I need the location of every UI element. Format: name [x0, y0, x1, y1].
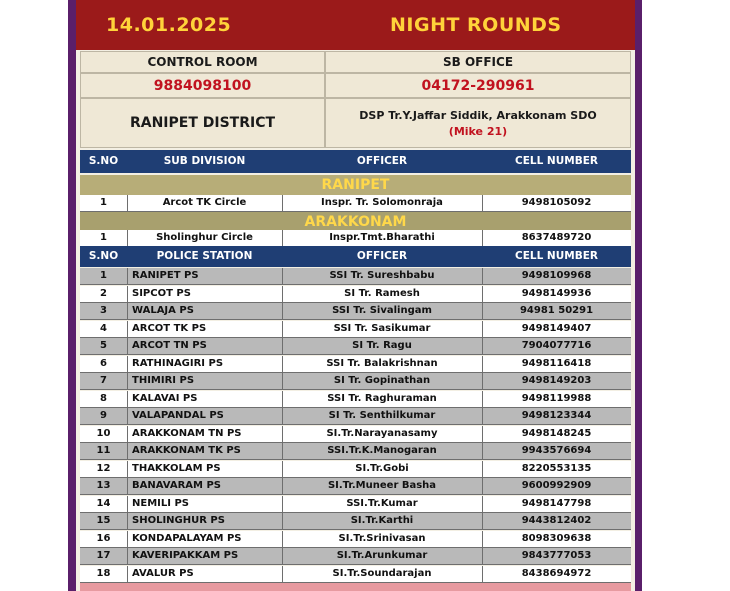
col-sub-division: SUB DIVISION: [163, 155, 246, 167]
cell-number: 9498116418: [521, 357, 592, 369]
police-station: VALAPANDAL PS: [132, 410, 224, 421]
subdivision-row: [80, 230, 631, 247]
station-row: [80, 531, 631, 548]
police-station: THIMIRI PS: [132, 375, 195, 386]
cell-number: 9498109968: [521, 270, 592, 281]
police-station: KAVERIPAKKAM PS: [132, 550, 239, 561]
station-row: [80, 408, 631, 425]
sub-division: Sholinghur Circle: [156, 232, 253, 243]
sno: 3: [100, 305, 107, 316]
police-station: KONDAPALAYAM PS: [132, 532, 242, 544]
sno: 1: [100, 270, 107, 281]
station-row: [80, 513, 631, 530]
officer: SSI Tr. Sivalingam: [332, 305, 432, 316]
police-station: ARCOT TK PS: [132, 322, 207, 334]
col-cell-number: CELL NUMBER: [515, 155, 598, 167]
cell-number: 9498123344: [521, 410, 592, 421]
cell-number: 9498119988: [521, 392, 592, 404]
cell-number: 9943576694: [521, 445, 592, 456]
sno: 13: [96, 480, 111, 491]
cell-number: 8098309638: [521, 532, 592, 544]
station-row: [80, 338, 631, 355]
footer-strip: [80, 583, 631, 591]
officer: SI.Tr.Soundarajan: [332, 567, 432, 579]
station-row: [80, 373, 631, 390]
cell-number: 9498149407: [521, 322, 592, 334]
police-station: ARAKKONAM TK PS: [132, 445, 241, 456]
cell-number: 9498149203: [521, 375, 592, 386]
officer: SI.Tr.Arunkumar: [336, 550, 428, 561]
sub-division: Arcot TK Circle: [162, 197, 247, 208]
sno: 6: [100, 357, 107, 369]
sno: 2: [100, 287, 107, 299]
subdivision-table-header: [80, 150, 631, 173]
officer: SSI Tr. Sasikumar: [333, 322, 431, 334]
sb-office-number: 04172-290961: [325, 73, 631, 98]
control-room-number: 9884098100: [80, 73, 325, 98]
dsp-name: DSP Tr.Y.Jaffar Siddik, Arakkonam SDO: [359, 108, 597, 122]
col-officer: OFFICER: [356, 155, 408, 167]
officer: SI Tr. Gopinathan: [333, 375, 431, 386]
title-bar: [76, 0, 635, 50]
police-station: SHOLINGHUR PS: [132, 515, 225, 526]
sno: 9: [100, 410, 107, 421]
station-row: [80, 303, 631, 320]
sno: 15: [96, 515, 111, 526]
station-row: [80, 478, 631, 495]
sno: 12: [96, 462, 111, 474]
police-station: NEMILI PS: [132, 497, 189, 509]
sno: 18: [96, 567, 111, 579]
officer: Inspr.Tmt.Bharathi: [329, 232, 435, 243]
col-sno: S.NO: [88, 155, 119, 167]
police-station: SIPCOT PS: [132, 287, 191, 299]
group-band-arakkonam: ARAKKONAM: [80, 212, 631, 232]
sno: 16: [96, 532, 111, 544]
police-station: AVALUR PS: [132, 567, 194, 579]
officer: SI Tr. Ramesh: [344, 287, 420, 299]
control-room-label: CONTROL ROOM: [80, 51, 325, 73]
officer: SI Tr. Ragu: [352, 340, 412, 351]
police-station: ARAKKONAM TN PS: [132, 427, 242, 439]
officer: SSI Tr. Balakrishnan: [326, 357, 438, 369]
station-row: [80, 566, 631, 583]
cell-number: 9498105092: [521, 197, 592, 208]
station-table-header: [80, 246, 631, 267]
officer: SI.Tr.Narayanasamy: [326, 427, 438, 439]
police-station: RANIPET PS: [132, 270, 199, 281]
sno: 7: [100, 375, 107, 386]
cell-number: 9443812402: [521, 515, 592, 526]
dsp-info: [325, 98, 631, 148]
sno: 17: [96, 550, 111, 561]
col-police-station: POLICE STATION: [156, 250, 253, 262]
dsp-callsign: (Mike 21): [448, 124, 508, 138]
station-row: [80, 356, 631, 373]
sno: 8: [100, 392, 107, 404]
officer: SSI.Tr.Kumar: [346, 497, 418, 509]
cell-number: 9600992909: [521, 480, 592, 491]
cell-number: 9498149936: [521, 287, 592, 299]
cell-number: 9498147798: [521, 497, 592, 509]
officer: SI.Tr.Karthi: [350, 515, 414, 526]
officer: SSI Tr. Raghuraman: [327, 392, 437, 404]
station-row: [80, 268, 631, 285]
col-officer: OFFICER: [356, 250, 408, 262]
subdivision-row: [80, 195, 631, 212]
officer: SI Tr. Senthilkumar: [328, 410, 436, 421]
police-station: RATHINAGIRI PS: [132, 357, 224, 369]
officer: Inspr. Tr. Solomonraja: [321, 197, 443, 208]
police-station: KALAVAI PS: [132, 392, 198, 404]
station-row: [80, 286, 631, 303]
cell-number: 94981 50291: [519, 305, 594, 316]
officer: SI.Tr.Gobi: [355, 462, 409, 474]
police-station: ARCOT TN PS: [132, 340, 207, 351]
station-row: [80, 496, 631, 513]
police-station: WALAJA PS: [132, 305, 194, 316]
cell-number: 8637489720: [521, 232, 592, 243]
station-row: [80, 426, 631, 443]
night-rounds-sheet: [76, 0, 635, 591]
cell-number: 7904077716: [521, 340, 592, 351]
sno: 1: [100, 197, 107, 208]
station-row: [80, 548, 631, 565]
sno: 10: [96, 427, 111, 439]
cell-number: 9843777053: [521, 550, 592, 561]
report-date: 14.01.2025: [106, 14, 232, 36]
sno: 4: [100, 322, 107, 334]
station-row: [80, 443, 631, 460]
sno: 14: [96, 497, 111, 509]
sno: 1: [100, 232, 107, 243]
officer: SSI.Tr.K.Manogaran: [327, 445, 437, 456]
station-row: [80, 461, 631, 478]
officer: SSI Tr. Sureshbabu: [329, 270, 435, 281]
officer: SI.Tr.Srinivasan: [338, 532, 426, 544]
police-station: THAKKOLAM PS: [132, 462, 221, 474]
sno: 11: [96, 445, 111, 456]
group-band-ranipet: RANIPET: [80, 175, 631, 195]
report-title: NIGHT ROUNDS: [390, 14, 562, 36]
col-cell-number: CELL NUMBER: [515, 250, 598, 262]
officer: SI.Tr.Muneer Basha: [327, 480, 437, 491]
col-sno: S.NO: [88, 250, 119, 262]
sb-office-label: SB OFFICE: [325, 51, 631, 73]
station-row: [80, 391, 631, 408]
cell-number: 8220553135: [521, 462, 592, 474]
cell-number: 8438694972: [521, 567, 592, 579]
cell-number: 9498148245: [521, 427, 592, 439]
district-name: RANIPET DISTRICT: [80, 98, 325, 148]
police-station: BANAVARAM PS: [132, 480, 221, 491]
sno: 5: [100, 340, 107, 351]
station-row: [80, 321, 631, 338]
